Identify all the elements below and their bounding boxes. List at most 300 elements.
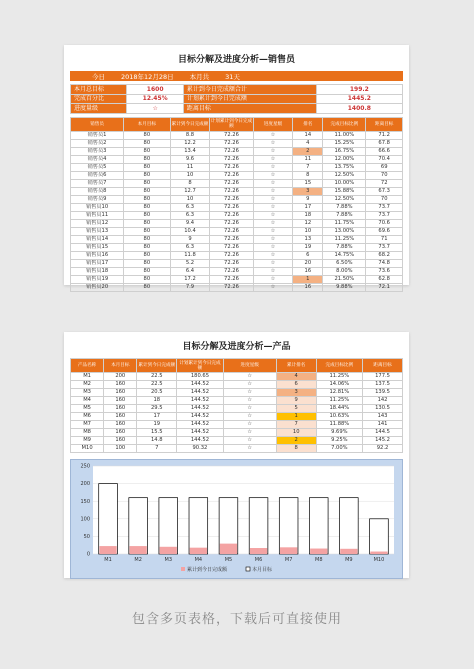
table-cell: 160 <box>104 405 137 413</box>
table-cell: 144.5 <box>363 429 403 437</box>
bar-target <box>249 498 268 554</box>
x-tick-label: M2 <box>134 557 142 563</box>
table-cell: 29.5 <box>137 405 177 413</box>
y-tick-label: 250 <box>80 463 90 470</box>
bar-actual <box>310 549 327 554</box>
table-cell: 144.52 <box>177 429 223 437</box>
table-cell: ☆ <box>253 195 293 203</box>
y-tick-label: 0 <box>86 551 90 558</box>
table-cell: 80 <box>124 219 170 227</box>
table-cell: 销售员19 <box>71 275 124 283</box>
summary-label: 完成百分比 <box>71 94 127 104</box>
table-cell: 160 <box>104 413 137 421</box>
legend-label-target: 本月目标 <box>252 567 273 573</box>
month-label: 本月共 <box>189 72 210 81</box>
table-row <box>71 243 403 251</box>
table-cell: ☆ <box>253 187 293 195</box>
summary-label: 本月总目标 <box>71 85 127 95</box>
table-cell: 80 <box>124 195 170 203</box>
x-tick-label: M5 <box>224 557 233 563</box>
table-cell: 销售员5 <box>71 163 124 171</box>
x-tick-label: M7 <box>284 557 293 563</box>
table-cell: 72.26 <box>210 195 253 203</box>
table-cell: 12.50% <box>323 171 366 179</box>
table-cell: 17 <box>137 413 177 421</box>
table-cell: 7 <box>137 445 177 453</box>
table-cell: 18.44% <box>316 405 362 413</box>
table-row <box>71 445 403 453</box>
table-cell: 14.75% <box>323 251 366 259</box>
table-cell: ☆ <box>253 203 293 211</box>
product-sheet-title: 目标分解及进度分析—产品 <box>182 342 291 352</box>
table-cell: ☆ <box>253 163 293 171</box>
table-cell: 9.4 <box>170 219 210 227</box>
table-row <box>71 187 403 195</box>
table-cell: ☆ <box>253 267 293 275</box>
bar-actual <box>280 547 297 554</box>
table-cell: 72.26 <box>210 283 253 291</box>
table-cell: 7.9 <box>170 283 210 291</box>
sales-sheet-title: 目标分解及进度分析—销售员 <box>177 55 295 65</box>
y-tick-label: 200 <box>80 481 90 488</box>
table-cell: 74.8 <box>366 259 403 267</box>
bar-actual <box>250 548 267 554</box>
table-cell: 144.52 <box>177 389 223 397</box>
table-cell: 11 <box>170 163 210 171</box>
table-cell: 72.26 <box>210 211 253 219</box>
table-cell: 141 <box>363 421 403 429</box>
table-cell: 15.88% <box>323 187 366 195</box>
table-cell: 160 <box>104 381 137 389</box>
table-cell: 销售员4 <box>71 155 124 163</box>
table-cell: 3 <box>293 187 323 195</box>
table-cell: 9.88% <box>323 283 366 291</box>
table-cell: 80 <box>124 275 170 283</box>
table-cell: 142 <box>363 397 403 405</box>
today-value: 2018年12月28日 <box>121 72 174 81</box>
table-cell: ☆ <box>253 243 293 251</box>
table-cell: 10 <box>170 195 210 203</box>
table-row <box>71 227 403 235</box>
table-row <box>71 211 403 219</box>
summary-value: 1400.8 <box>316 104 402 114</box>
table-cell: 14.8 <box>137 437 177 445</box>
table-cell: 17 <box>293 203 323 211</box>
table-cell: 6 <box>293 251 323 259</box>
table-cell: 144.52 <box>177 381 223 389</box>
table-cell: 70 <box>366 171 403 179</box>
x-tick-label: M1 <box>104 557 112 563</box>
table-cell: 8.00% <box>323 267 366 275</box>
column-header: 销售员 <box>71 117 124 131</box>
column-header: 完成目标比例 <box>323 117 366 131</box>
table-cell: M5 <box>71 405 104 413</box>
table-cell: 12 <box>293 219 323 227</box>
table-cell: 80 <box>124 211 170 219</box>
table-cell: 70.4 <box>366 155 403 163</box>
y-tick-label: 150 <box>80 498 90 505</box>
table-cell: 92.2 <box>363 445 403 453</box>
table-cell: 80 <box>124 227 170 235</box>
column-header: 完成目标比例 <box>316 359 362 373</box>
table-cell: 62.8 <box>366 275 403 283</box>
table-cell: 10 <box>170 171 210 179</box>
table-cell: 72.26 <box>210 171 253 179</box>
table-cell: 销售员12 <box>71 219 124 227</box>
table-cell: 10.4 <box>170 227 210 235</box>
table-cell: 69 <box>366 163 403 171</box>
table-cell: 72.26 <box>210 147 253 155</box>
table-cell: ☆ <box>223 445 276 453</box>
table-row <box>71 139 403 147</box>
table-row <box>71 163 403 171</box>
table-cell: 66.6 <box>366 147 403 155</box>
table-cell: M2 <box>71 381 104 389</box>
product-chart <box>70 459 403 579</box>
table-cell: 19 <box>293 243 323 251</box>
table-cell: 71 <box>366 235 403 243</box>
table-cell: 14 <box>293 131 323 139</box>
table-cell: 67.3 <box>366 187 403 195</box>
table-cell: 7.88% <box>323 211 366 219</box>
table-row <box>71 421 403 429</box>
table-cell: 销售员17 <box>71 259 124 267</box>
table-cell: 13.75% <box>323 163 366 171</box>
table-cell: ☆ <box>253 235 293 243</box>
bar-target <box>370 519 389 554</box>
table-cell: ☆ <box>223 389 276 397</box>
table-row <box>71 235 403 243</box>
table-cell: 73.7 <box>366 243 403 251</box>
bar-actual <box>160 547 177 554</box>
table-cell: 144.52 <box>177 413 223 421</box>
column-header: 累计排名 <box>276 359 316 373</box>
table-cell: 80 <box>124 243 170 251</box>
table-cell: 20 <box>293 259 323 267</box>
table-cell: 80 <box>124 235 170 243</box>
table-cell: 16 <box>293 283 323 291</box>
table-row <box>71 147 403 155</box>
table-cell: 销售员6 <box>71 171 124 179</box>
summary-value: 1445.2 <box>316 94 402 104</box>
table-cell: 72 <box>366 179 403 187</box>
table-cell: 11.75% <box>323 219 366 227</box>
table-cell: 8.8 <box>170 131 210 139</box>
summary-label: 距离目标 <box>183 104 316 114</box>
table-cell: 销售员10 <box>71 203 124 211</box>
date-bar <box>70 71 403 81</box>
table-cell: 销售员1 <box>71 131 124 139</box>
table-cell: 72.26 <box>210 267 253 275</box>
table-row <box>71 267 403 275</box>
table-cell: 72.26 <box>210 139 253 147</box>
table-cell: 72.26 <box>210 259 253 267</box>
summary-value: ☆ <box>127 104 183 114</box>
table-cell: 69.6 <box>366 227 403 235</box>
table-cell: 销售员15 <box>71 243 124 251</box>
table-cell: 80 <box>124 139 170 147</box>
table-cell: 1 <box>276 413 316 421</box>
table-cell: 销售员7 <box>71 179 124 187</box>
summary-value: 1600 <box>127 85 183 95</box>
table-row <box>71 251 403 259</box>
table-cell: 144.52 <box>177 437 223 445</box>
month-value: 31天 <box>225 72 240 81</box>
table-cell: 销售员3 <box>71 147 124 155</box>
column-header: 计划累计到今日完成额 <box>177 359 223 373</box>
column-header: 距离目标 <box>363 359 403 373</box>
table-cell: 13.00% <box>323 227 366 235</box>
table-cell: 144.52 <box>177 405 223 413</box>
table-cell: ☆ <box>223 421 276 429</box>
table-cell: 70.6 <box>366 219 403 227</box>
table-cell: 15.5 <box>137 429 177 437</box>
table-cell: 19 <box>137 421 177 429</box>
table-row <box>71 413 403 421</box>
table-cell: 11.25% <box>316 397 362 405</box>
table-cell: 70 <box>366 195 403 203</box>
summary-value: 199.2 <box>316 85 402 95</box>
column-header: 累计到今日完成额 <box>137 359 177 373</box>
column-header: 本月目标 <box>104 359 137 373</box>
table-cell: 160 <box>104 429 137 437</box>
table-cell: 177.5 <box>363 373 403 381</box>
column-header: 累计到今日完成额 <box>170 117 210 131</box>
table-cell: 72.26 <box>210 227 253 235</box>
table-row <box>71 171 403 179</box>
bar-target <box>340 498 359 554</box>
table-cell: 144.52 <box>177 397 223 405</box>
summary-label: 计划累计到今日完成额 <box>183 94 316 104</box>
table-cell: 6.3 <box>170 211 210 219</box>
table-cell: ☆ <box>223 405 276 413</box>
table-cell: 12.50% <box>323 195 366 203</box>
table-cell: 72.1 <box>366 283 403 291</box>
table-cell: 144.52 <box>177 421 223 429</box>
table-cell: 160 <box>104 397 137 405</box>
table-cell: ☆ <box>253 259 293 267</box>
table-cell: 9.69% <box>316 429 362 437</box>
table-cell: 67.8 <box>366 139 403 147</box>
table-cell: ☆ <box>253 211 293 219</box>
table-cell: ☆ <box>253 251 293 259</box>
table-cell: 销售员20 <box>71 283 124 291</box>
bar-actual <box>220 544 237 554</box>
table-cell: 3 <box>276 389 316 397</box>
legend-label-actual: 累计到今日完成额 <box>187 567 228 573</box>
table-cell: ☆ <box>223 429 276 437</box>
table-cell: 销售员16 <box>71 251 124 259</box>
y-tick-label: 100 <box>80 516 90 523</box>
table-cell: 11.8 <box>170 251 210 259</box>
table-cell: 71.2 <box>366 131 403 139</box>
table-cell: 2 <box>293 147 323 155</box>
table-cell: 130.5 <box>363 405 403 413</box>
table-cell: 10.63% <box>316 413 362 421</box>
table-cell: 5 <box>276 405 316 413</box>
table-cell: 21.50% <box>323 275 366 283</box>
table-cell: 8 <box>170 179 210 187</box>
table-cell: 22.5 <box>137 373 177 381</box>
table-cell: 10.00% <box>323 179 366 187</box>
table-cell: 80 <box>124 155 170 163</box>
table-cell: ☆ <box>223 437 276 445</box>
table-row <box>71 429 403 437</box>
table-cell: M1 <box>71 373 104 381</box>
table-cell: 4 <box>293 139 323 147</box>
table-cell: 80 <box>124 267 170 275</box>
bar-target <box>99 484 118 554</box>
table-cell: M6 <box>71 413 104 421</box>
table-cell: 80 <box>124 131 170 139</box>
table-cell: 200 <box>104 373 137 381</box>
table-cell: 6 <box>276 381 316 389</box>
table-cell: 18 <box>137 397 177 405</box>
table-cell: 13 <box>293 235 323 243</box>
table-cell: 145.2 <box>363 437 403 445</box>
table-cell: 14.06% <box>316 381 362 389</box>
footer-note: 包含多页表格，下载后可直接使用 <box>131 612 342 627</box>
table-cell: 80 <box>124 203 170 211</box>
table-cell: 72.26 <box>210 235 253 243</box>
table-cell: ☆ <box>253 179 293 187</box>
column-header: 排名 <box>293 117 323 131</box>
table-row <box>71 203 403 211</box>
table-row <box>71 155 403 163</box>
table-row <box>71 389 403 397</box>
table-cell: ☆ <box>253 155 293 163</box>
table-cell: 72.26 <box>210 179 253 187</box>
table-cell: 72.26 <box>210 219 253 227</box>
table-cell: 销售员18 <box>71 267 124 275</box>
table-cell: 10 <box>276 429 316 437</box>
table-cell: 6.3 <box>170 243 210 251</box>
table-cell: 销售员8 <box>71 187 124 195</box>
table-cell: 7 <box>293 163 323 171</box>
x-tick-label: M9 <box>345 557 353 563</box>
table-row <box>71 405 403 413</box>
table-cell: 160 <box>104 389 137 397</box>
x-tick-label: M8 <box>315 557 323 563</box>
table-cell: 13.4 <box>170 147 210 155</box>
table-cell: ☆ <box>223 413 276 421</box>
x-tick-label: M4 <box>194 557 203 563</box>
table-cell: 80 <box>124 171 170 179</box>
table-cell: 73.7 <box>366 203 403 211</box>
table-cell: ☆ <box>223 397 276 405</box>
table-cell: 7.88% <box>323 243 366 251</box>
table-cell: 80 <box>124 283 170 291</box>
table-cell: 6.4 <box>170 267 210 275</box>
table-row <box>71 397 403 405</box>
table-row <box>71 195 403 203</box>
summary-label: 累计到今日完成额合计 <box>183 85 316 95</box>
summary-label: 进度量级 <box>71 104 127 114</box>
table-cell: 9 <box>276 397 316 405</box>
x-tick-label: M6 <box>254 557 263 563</box>
column-header: 进度星级 <box>253 117 293 131</box>
bar-target <box>129 498 148 554</box>
table-cell: 6.50% <box>323 259 366 267</box>
table-cell: 7 <box>276 421 316 429</box>
bar-actual <box>340 549 357 554</box>
bar-target <box>189 498 208 554</box>
bar-target <box>309 498 328 554</box>
table-cell: 7.00% <box>316 445 362 453</box>
table-cell: 90.32 <box>177 445 223 453</box>
table-cell: ☆ <box>253 139 293 147</box>
table-cell: 72.26 <box>210 131 253 139</box>
summary-table <box>70 84 403 114</box>
table-cell: 80 <box>124 259 170 267</box>
table-cell: 5.2 <box>170 259 210 267</box>
table-cell: 143 <box>363 413 403 421</box>
table-cell: ☆ <box>253 227 293 235</box>
table-cell: 9.6 <box>170 155 210 163</box>
table-cell: 11.88% <box>316 421 362 429</box>
table-cell: 15.25% <box>323 139 366 147</box>
table-cell: 73.7 <box>366 211 403 219</box>
table-cell: 销售员13 <box>71 227 124 235</box>
table-cell: ☆ <box>253 171 293 179</box>
table-cell: M3 <box>71 389 104 397</box>
column-header: 进度星级 <box>223 359 276 373</box>
table-cell: 9.25% <box>316 437 362 445</box>
column-header: 本月目标 <box>124 117 170 131</box>
table-cell: 16.75% <box>323 147 366 155</box>
table-row <box>71 219 403 227</box>
bar-actual <box>130 546 147 554</box>
table-cell: 11.25% <box>316 373 362 381</box>
table-cell: 72.26 <box>210 275 253 283</box>
bar-actual <box>99 546 116 554</box>
summary-row <box>71 94 403 104</box>
table-cell: 12.81% <box>316 389 362 397</box>
table-cell: 8 <box>276 445 316 453</box>
bar-actual <box>190 548 207 554</box>
table-cell: M7 <box>71 421 104 429</box>
table-row <box>71 179 403 187</box>
table-cell: 72.26 <box>210 251 253 259</box>
table-row <box>71 373 403 381</box>
table-cell: ☆ <box>253 283 293 291</box>
product-sheet <box>64 332 409 578</box>
table-cell: 160 <box>104 437 137 445</box>
table-cell: ☆ <box>223 373 276 381</box>
table-cell: 68.2 <box>366 251 403 259</box>
column-header: 产品名称 <box>71 359 104 373</box>
table-cell: 销售员14 <box>71 235 124 243</box>
table-cell: 12.7 <box>170 187 210 195</box>
table-cell: ☆ <box>253 219 293 227</box>
table-cell: ☆ <box>253 131 293 139</box>
legend-swatch-actual <box>181 567 185 571</box>
product-table <box>70 358 403 453</box>
table-cell: 12.00% <box>323 155 366 163</box>
table-cell: M9 <box>71 437 104 445</box>
table-cell: 8 <box>293 171 323 179</box>
summary-value: 12.45% <box>127 94 183 104</box>
summary-row <box>71 85 403 95</box>
table-cell: 9 <box>170 235 210 243</box>
table-cell: 72.26 <box>210 163 253 171</box>
table-row <box>71 275 403 283</box>
table-cell: 72.26 <box>210 155 253 163</box>
table-cell: 72.26 <box>210 187 253 195</box>
column-header: 距离目标 <box>366 117 403 131</box>
table-row <box>71 283 403 291</box>
table-cell: ☆ <box>253 275 293 283</box>
